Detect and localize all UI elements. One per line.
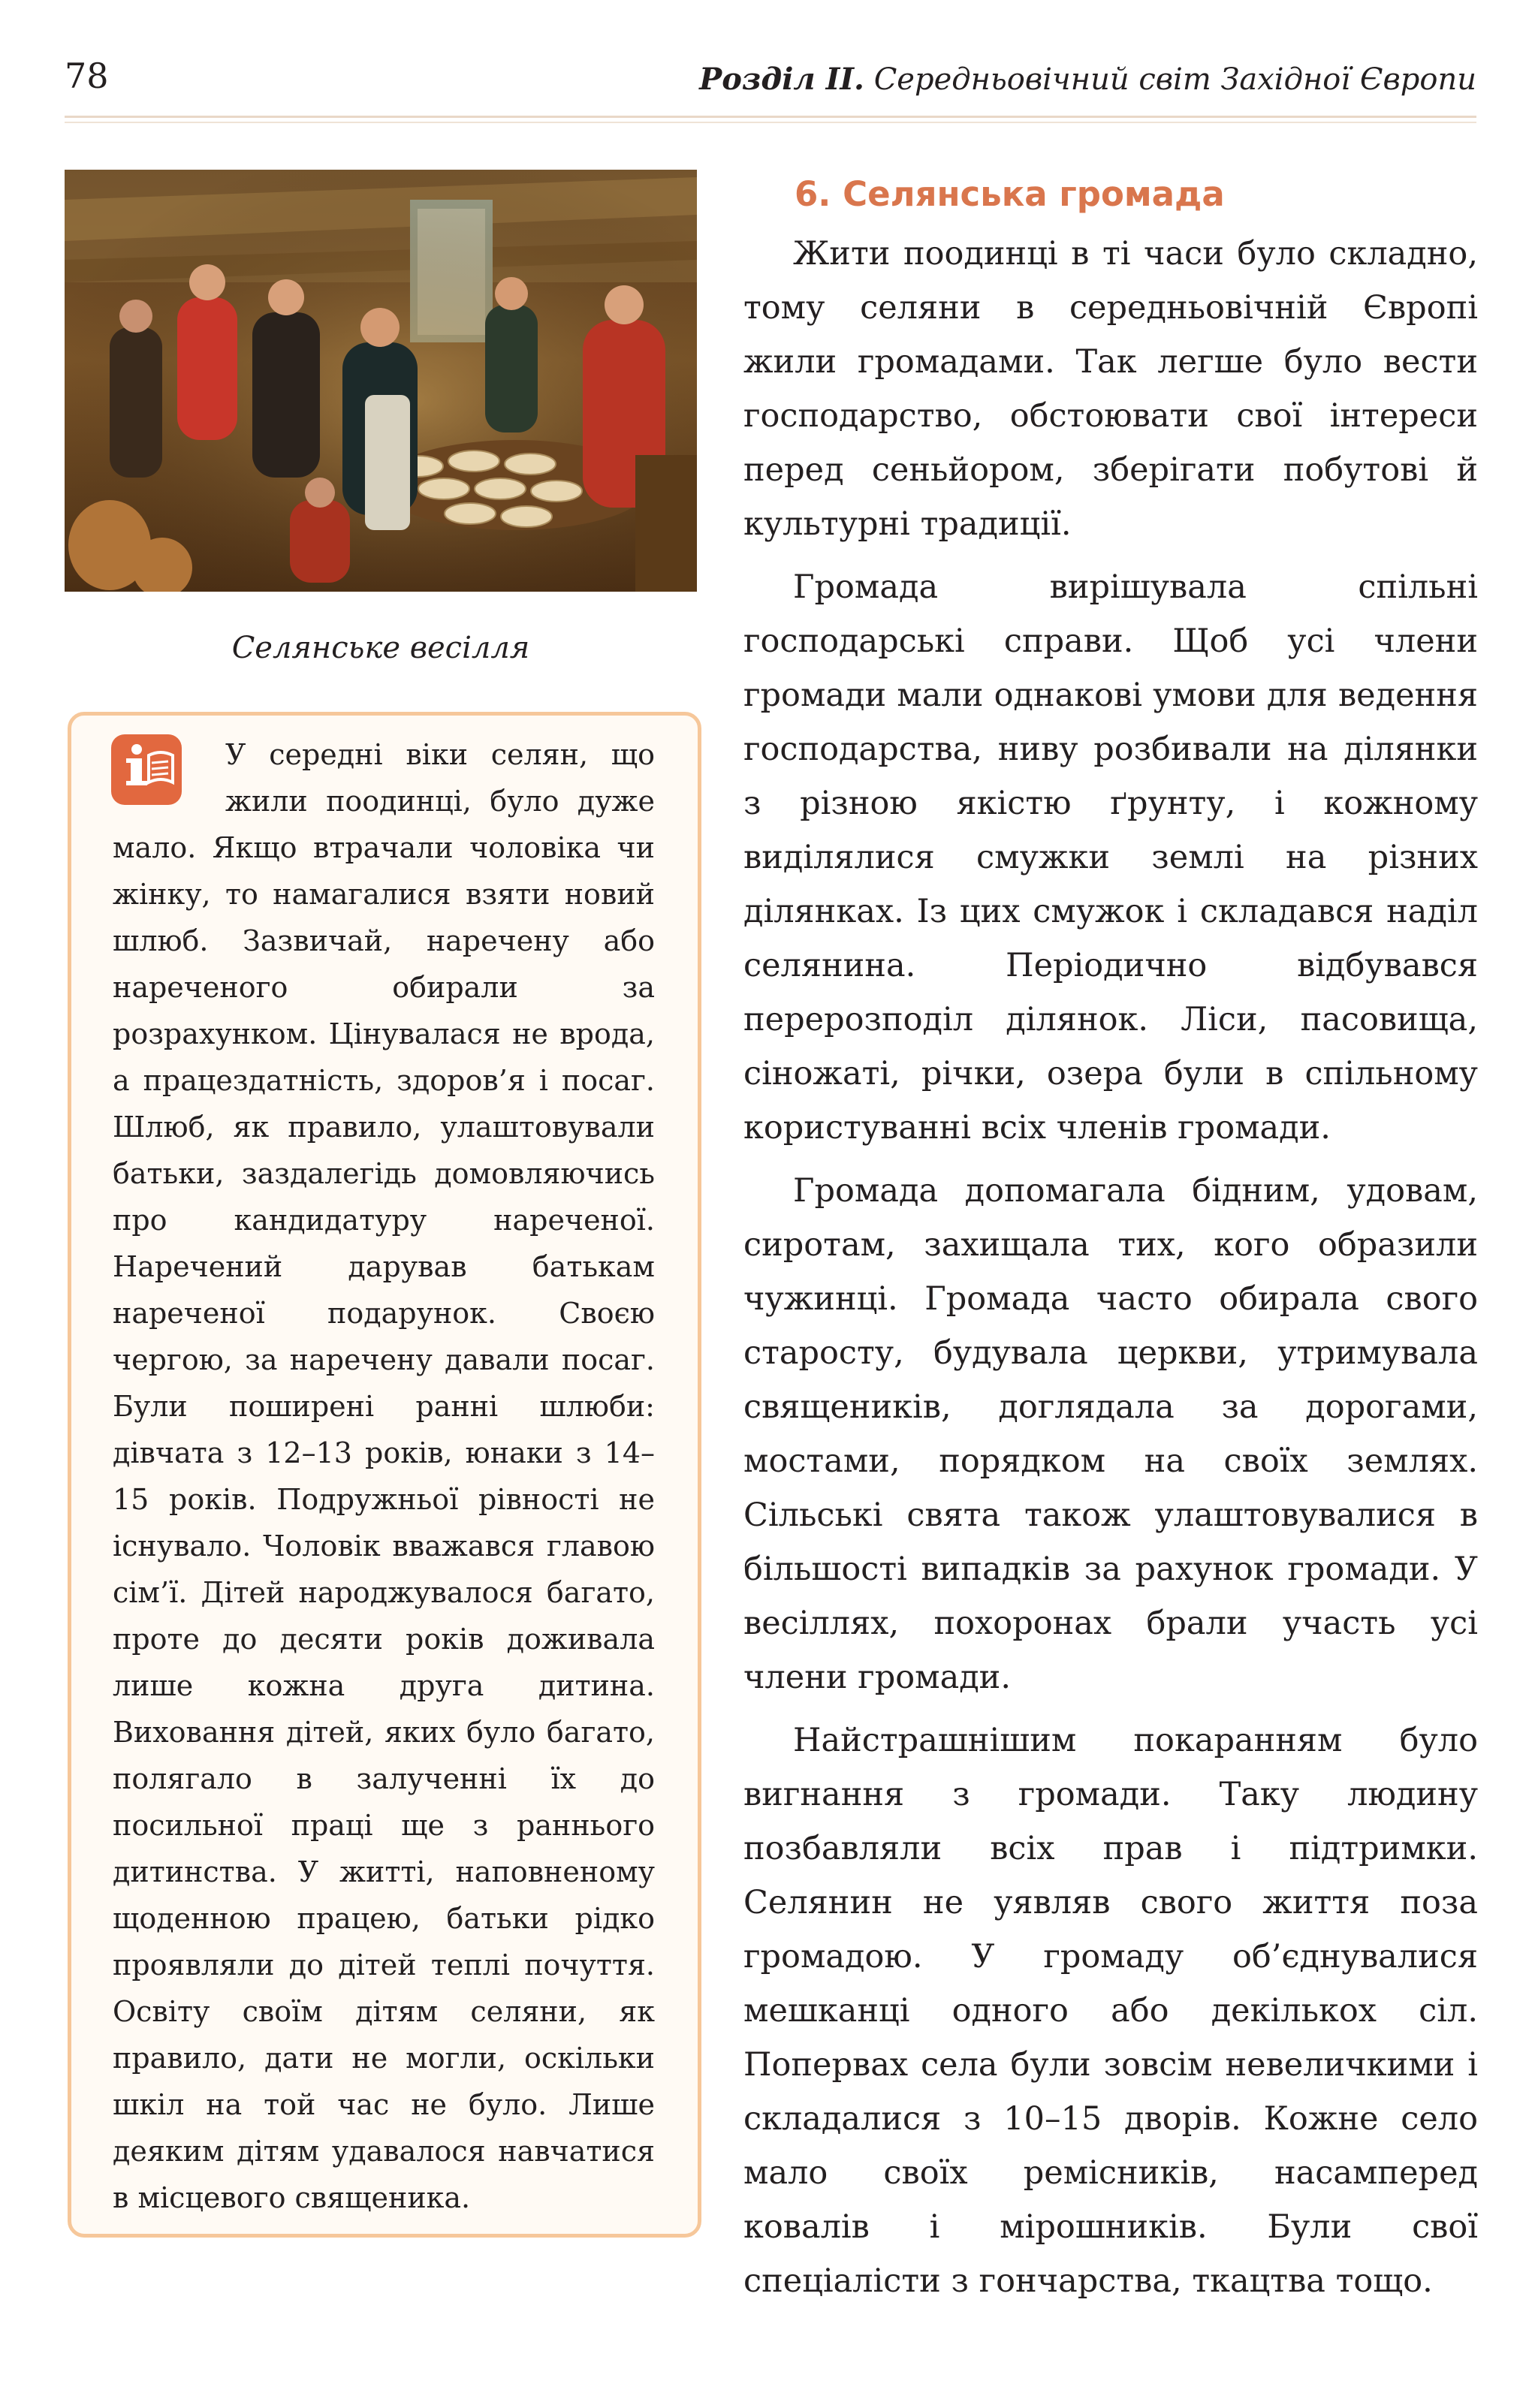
- paragraph: Громада допомагала бідним, удовам, сиротам, захищала тих, кого образили чужинці. Громада часто обирала свого старосту, будувала церкви, утримувала священиків, доглядала за дорогами, мостами, порядком на своїх землях. Сільські свята також улаштовувалися в більшості випадків за рахунок громади. У весіллях, похоронах брали участь усі члени громади.: [743, 1172, 1478, 1696]
- paragraph: Найстрашнішим покаранням було вигнання з громади. Таку людину позбавляли всіх прав і підтримки. Селянин не уявляв свого життя поза громадою. У громаду об’єднувалися мешканці одного або декількох сіл. Попервах села були зовсім невеличкими і складалися з 10–15 дворів. Кожне село мало своїх ремісників, насамперед ковалів і мірошників. Були свої спеціалісти з гончарства, ткацтва тощо.: [743, 1722, 1478, 2300]
- running-header-section: Розділ ІІ.: [699, 62, 864, 97]
- section-heading: 6. Селянська громада: [795, 174, 1225, 214]
- peasant-wedding-painting: [65, 170, 697, 592]
- header-rule-secondary: [65, 122, 1476, 123]
- running-header-title: Середньовічний світ Західної Європи: [873, 62, 1476, 97]
- figure-caption: Селянське весілля: [231, 631, 530, 665]
- section-body: [743, 227, 1478, 2317]
- info-box-text: У середні віки селян, що жили поодинці, було дуже мало. Якщо втрачали чоловіка чи жінку, то намагалися взяти новий шлюб. Зазвичай, наречену або нареченого обирали за розрахунком. Цінувалася не врода, а працездатність, здоров’я і посаг. Шлюб, як правило, улаштовували батьки, заздалегідь домовляючись про кандидатуру нареченої. Наречений дарував батькам нареченої подарунок. Своєю чергою, за наречену давали посаг. Були поширені ранні шлюби: дівчата з 12–13 років, юнаки з 14–15 років. Подружньої рівності не існувало. Чоловік вважався главою сім’ї. Дітей народжувалося багато, проте до десяти років доживала лише кожна друга дитина. Виховання дітей, яких було багато, полягало в залученні їх до посильної праці ще з раннього дитинства. У житті, наповненому щоденною працею, батьки рідко проявляли до дітей теплі почуття. Освіту своїм дітям селяни, як правило, дати не могли, оскільки шкіл на той час не було. Лише деяким дітям удавалося навчатися в місцевого священика.: [113, 738, 655, 2214]
- running-header: [699, 62, 1476, 97]
- paragraph: Громада вирішувала спільні господарські справи. Щоб усі члени громади мали однакові умови для ведення господарства, ниву розбивали на ділянки з різною якістю ґрунту, і кожному виділялися смужки землі на різних ділянках. Із цих смужок і складався наділ селянина. Періодично відбувався перерозподіл ділянок. Ліси, пасовища, сіножаті, річки, озера були в спільному користуванні всіх членів громади.: [743, 568, 1478, 1147]
- page-number: 78: [65, 56, 109, 96]
- paragraph: Жити поодинці в ті часи було складно, тому селяни в середньовічній Європі жили громадами. Так легше було вести господарство, обстоювати свої інтереси перед сеньйором, зберігати побутові й культурні традиції.: [743, 235, 1478, 543]
- header-rule: [65, 116, 1476, 118]
